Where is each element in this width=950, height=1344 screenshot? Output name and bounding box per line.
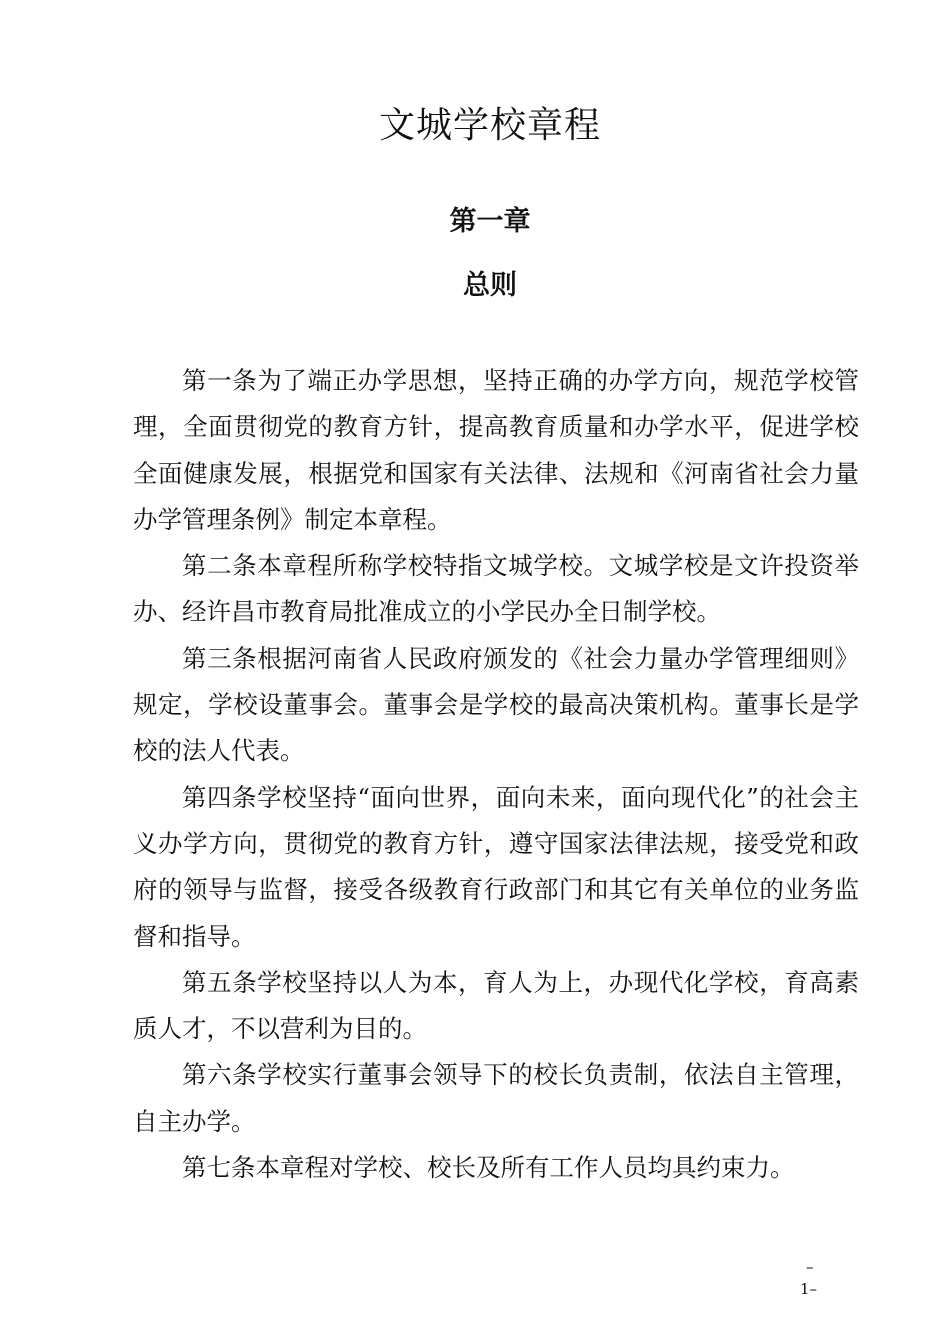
chapter-number: 第一章 (449, 206, 531, 237)
chapter-name: 总则 (463, 270, 517, 301)
page-number-value: 1– (800, 1280, 818, 1298)
article-4: 第四条学校坚持“面向世界，面向未来，面向现代化”的社会主义办学方向，贯彻党的教育方针，遵守国家法律法规，接受党和政府的领导与监督，接受各级教育行政部门和其它有关单位的业务监督和指导。 (133, 782, 859, 951)
document-title: 文城学校章程 (378, 105, 601, 146)
article-3: 第三条根据河南省人民政府颁发的《社会力量办学管理细则》规定，学校设董事会。董事会是学校的最高决策机构。董事长是学校的法人代表。 (133, 643, 859, 766)
article-1: 第一条为了端正办学思想，坚持正确的办学方向，规范学校管理，全面贯彻党的教育方针，提高教育质量和办学水平，促进学校全面健康发展，根据党和国家有关法律、法规和《河南省社会力量办学管理条例》制定本章程。 (133, 366, 859, 534)
page-number (800, 1256, 840, 1300)
article-7: 第七条本章程对学校、校长及所有工作人员均具约束力。 (182, 1153, 795, 1183)
article-2: 第二条本章程所称学校特指文城学校。文城学校是文许投资举办、经许昌市教育局批准成立的小学民办全日制学校。 (133, 551, 859, 627)
article-5: 第五条学校坚持以人为本，育人为上，办现代化学校，育高素质人才，不以营利为目的。 (133, 967, 859, 1044)
document-body (133, 358, 859, 1191)
article-6: 第六条学校实行董事会领导下的校长负责制，依法自主管理，自主办学。 (133, 1060, 859, 1136)
page-number-dash: – (806, 1258, 814, 1276)
